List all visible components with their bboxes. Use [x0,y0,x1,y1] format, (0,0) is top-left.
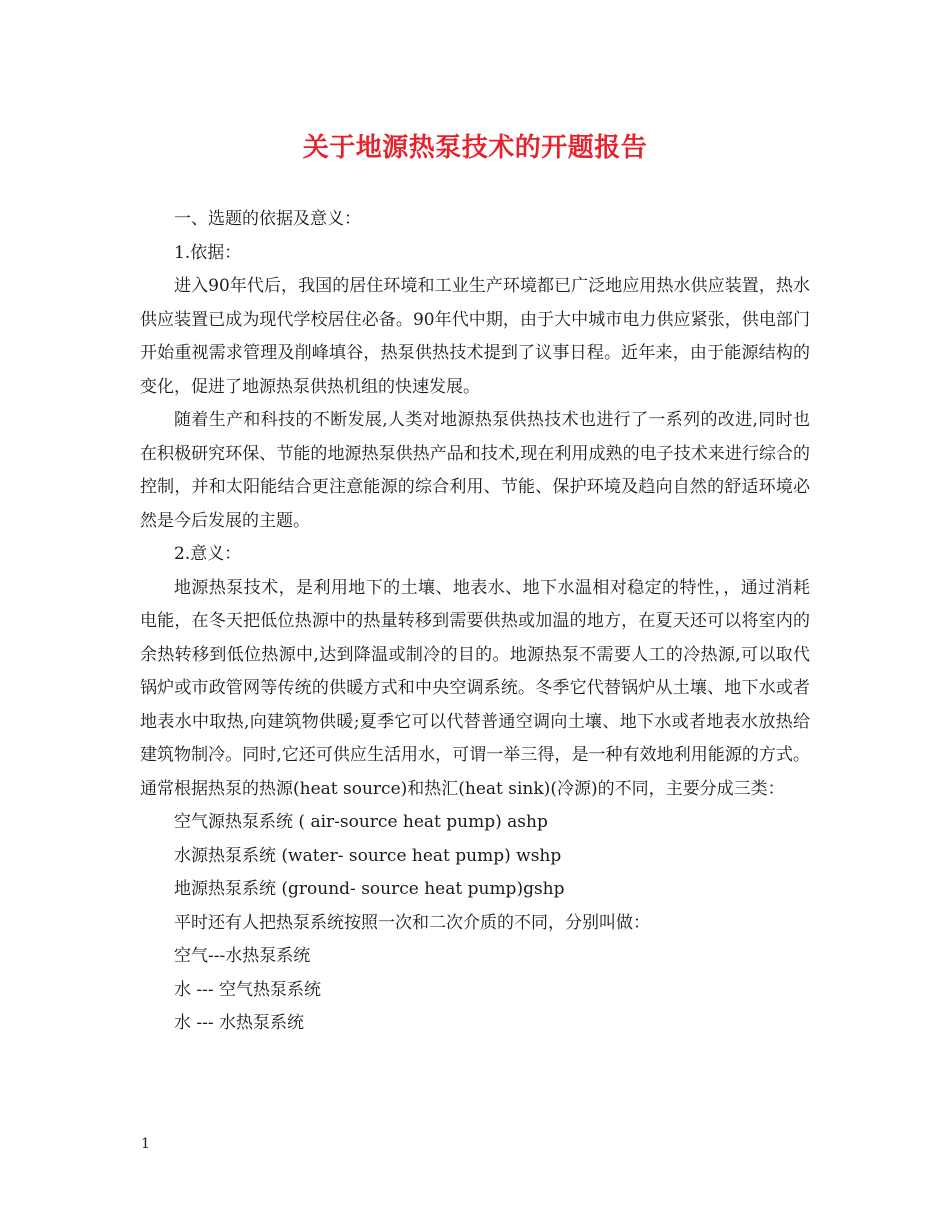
basis-paragraph-1: 进入90年代后，我国的居住环境和工业生产环境都已广泛地应用热水供应装置，热水供应装置已成为现代学校居住必备。90年代中期，由于大中城市电力供应紧张，供电部门开始重视需求管理及削峰填谷，热泵供热技术提到了议事日程。近年来，由于能源结构的变化，促进了地源热泵供热机组的快速发展。 [140,276,810,397]
significance-heading: 2.意义： [174,544,242,564]
document-title: 关于地源热泵技术的开题报告 [302,133,648,163]
basis-paragraph-2: 随着生产和科技的不断发展,人类对地源热泵供热技术也进行了一系列的改进,同时也在积极研究环保、节能的地源热泵供热产品和技术,现在利用成熟的电子技术来进行综合的控制，并和太阳能结合更注意能源的综合利用、节能、保护环境及趋向自然的舒适环境必然是今后发展的主题。 [140,410,810,531]
section-heading: 一、选题的依据及意义： [174,209,361,229]
basis-heading: 1.依据： [174,242,242,263]
medium-type-water-air: 水 --- 空气热泵系统 [174,979,322,1000]
heat-pump-type-ground: 地源热泵系统 (ground- source heat pump)gshp [174,879,565,899]
medium-intro: 平时还有人把热泵系统按照一次和二次介质的不同，分别叫做： [174,912,650,933]
page-number: 1 [141,1136,150,1152]
heat-pump-type-air: 空气源热泵系统 ( air-source heat pump) ashp [174,812,548,832]
medium-type-water-water: 水 --- 水热泵系统 [174,1013,305,1033]
document-body [140,203,810,1041]
medium-type-air-water: 空气---水热泵系统 [174,946,311,966]
significance-paragraph: 地源热泵技术，是利用地下的土壤、地表水、地下水温相对稳定的特性，，通过消耗电能，在冬天把低位热源中的热量转移到需要供热或加温的地方，在夏天还可以将室内的余热转移到低位热源中,达到降温或制冷的目的。地源热泵不需要人工的冷热源,可以取代锅炉或市政管网等传统的供暖方式和中央空调系统。冬季它代替锅炉从土壤、地下水或者地表水中取热,向建筑物供暖;夏季它可以代替普通空调向土壤、地下水或者地表水放热给建筑物制冷。同时,它还可供应生活用水，可谓一举三得，是一种有效地利用能源的方式。通常根据热泵的热源(heat source)和热汇(heat sink)(冷源)的不同，主要分成三类： [140,577,810,799]
heat-pump-type-water: 水源热泵系统 (water- source heat pump) wshp [174,845,562,866]
